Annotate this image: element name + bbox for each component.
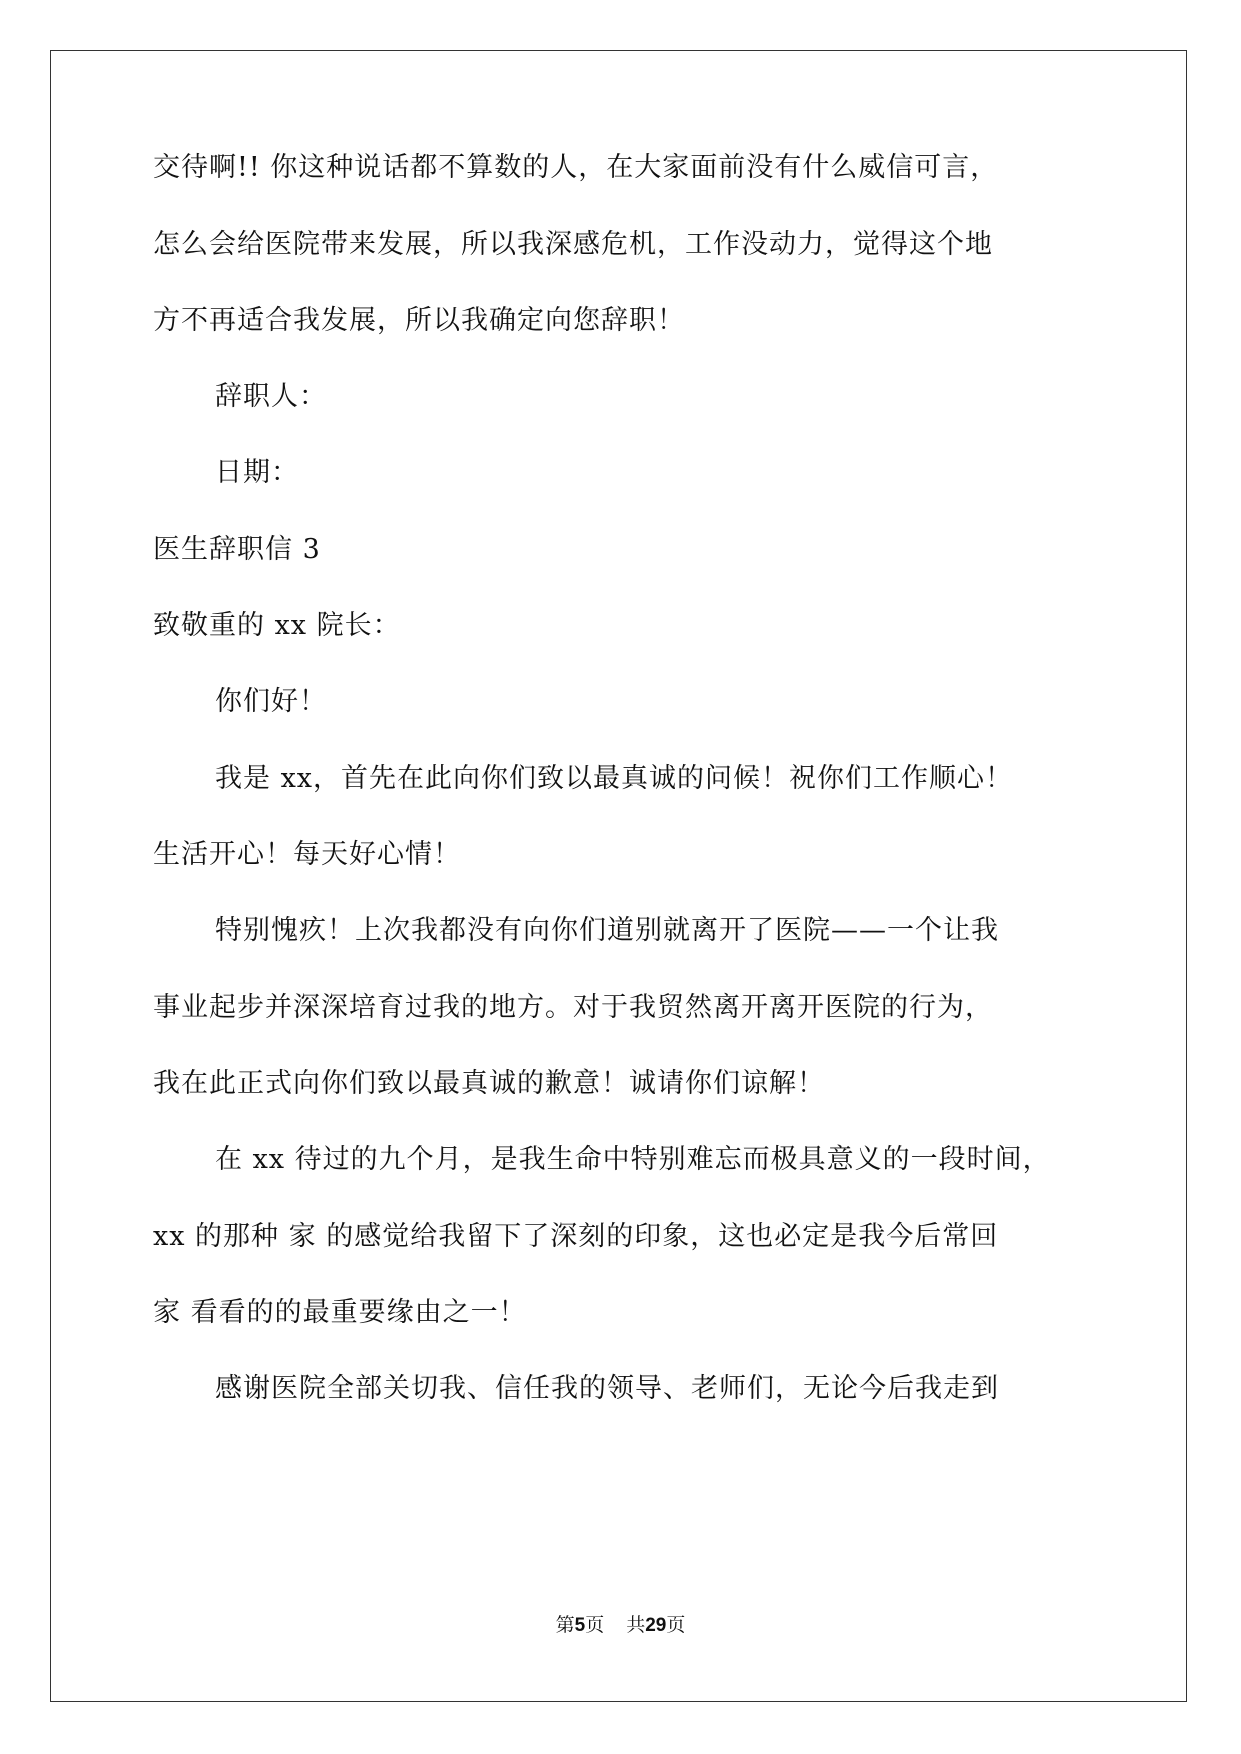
body-line-1: 交待啊!! 你这种说话都不算数的人，在大家面前没有什么威信可言， xyxy=(153,152,999,183)
page-prefix: 第 xyxy=(555,1614,575,1636)
body-line-15: xx 的那种 家 的感觉给我留下了深刻的印象，这也必定是我今后常回 xyxy=(153,1221,999,1252)
body-line-11: 特别愧疚！上次我都没有向你们道别就离开了医院——一个让我 xyxy=(215,915,999,946)
body-line-3: 方不再适合我发展，所以我确定向您辞职！ xyxy=(153,305,685,336)
date-label: 日期： xyxy=(215,457,299,488)
salutation: 致敬重的 xx 院长： xyxy=(153,610,401,641)
section-title: 医生辞职信 3 xyxy=(153,534,321,565)
greeting: 你们好！ xyxy=(215,686,327,717)
total-prefix: 共 xyxy=(626,1614,646,1636)
total-pages: 29 xyxy=(645,1615,667,1636)
body-line-16: 家 看看的的最重要缘由之一！ xyxy=(153,1297,527,1328)
page-footer xyxy=(0,1613,1241,1638)
body-line-12: 事业起步并深深培育过我的地方。对于我贸然离开离开医院的行为， xyxy=(153,992,993,1023)
body-line-2: 怎么会给医院带来发展，所以我深感危机，工作没动力，觉得这个地 xyxy=(153,229,993,260)
page-number: 5 xyxy=(574,1615,586,1636)
page-border xyxy=(50,50,1187,1702)
signatory-label: 辞职人： xyxy=(215,381,327,412)
body-line-14: 在 xx 待过的九个月，是我生命中特别难忘而极具意义的一段时间， xyxy=(215,1144,1051,1175)
body-line-17: 感谢医院全部关切我、信任我的领导、老师们，无论今后我走到 xyxy=(215,1373,999,1404)
total-suffix: 页 xyxy=(666,1614,686,1636)
body-line-9: 我是 xx，首先在此向你们致以最真诚的问候！祝你们工作顺心！ xyxy=(215,763,1014,794)
page-suffix: 页 xyxy=(585,1614,605,1636)
body-line-13: 我在此正式向你们致以最真诚的歉意！诚请你们谅解！ xyxy=(153,1068,825,1099)
body-line-10: 生活开心！每天好心情！ xyxy=(153,839,461,870)
